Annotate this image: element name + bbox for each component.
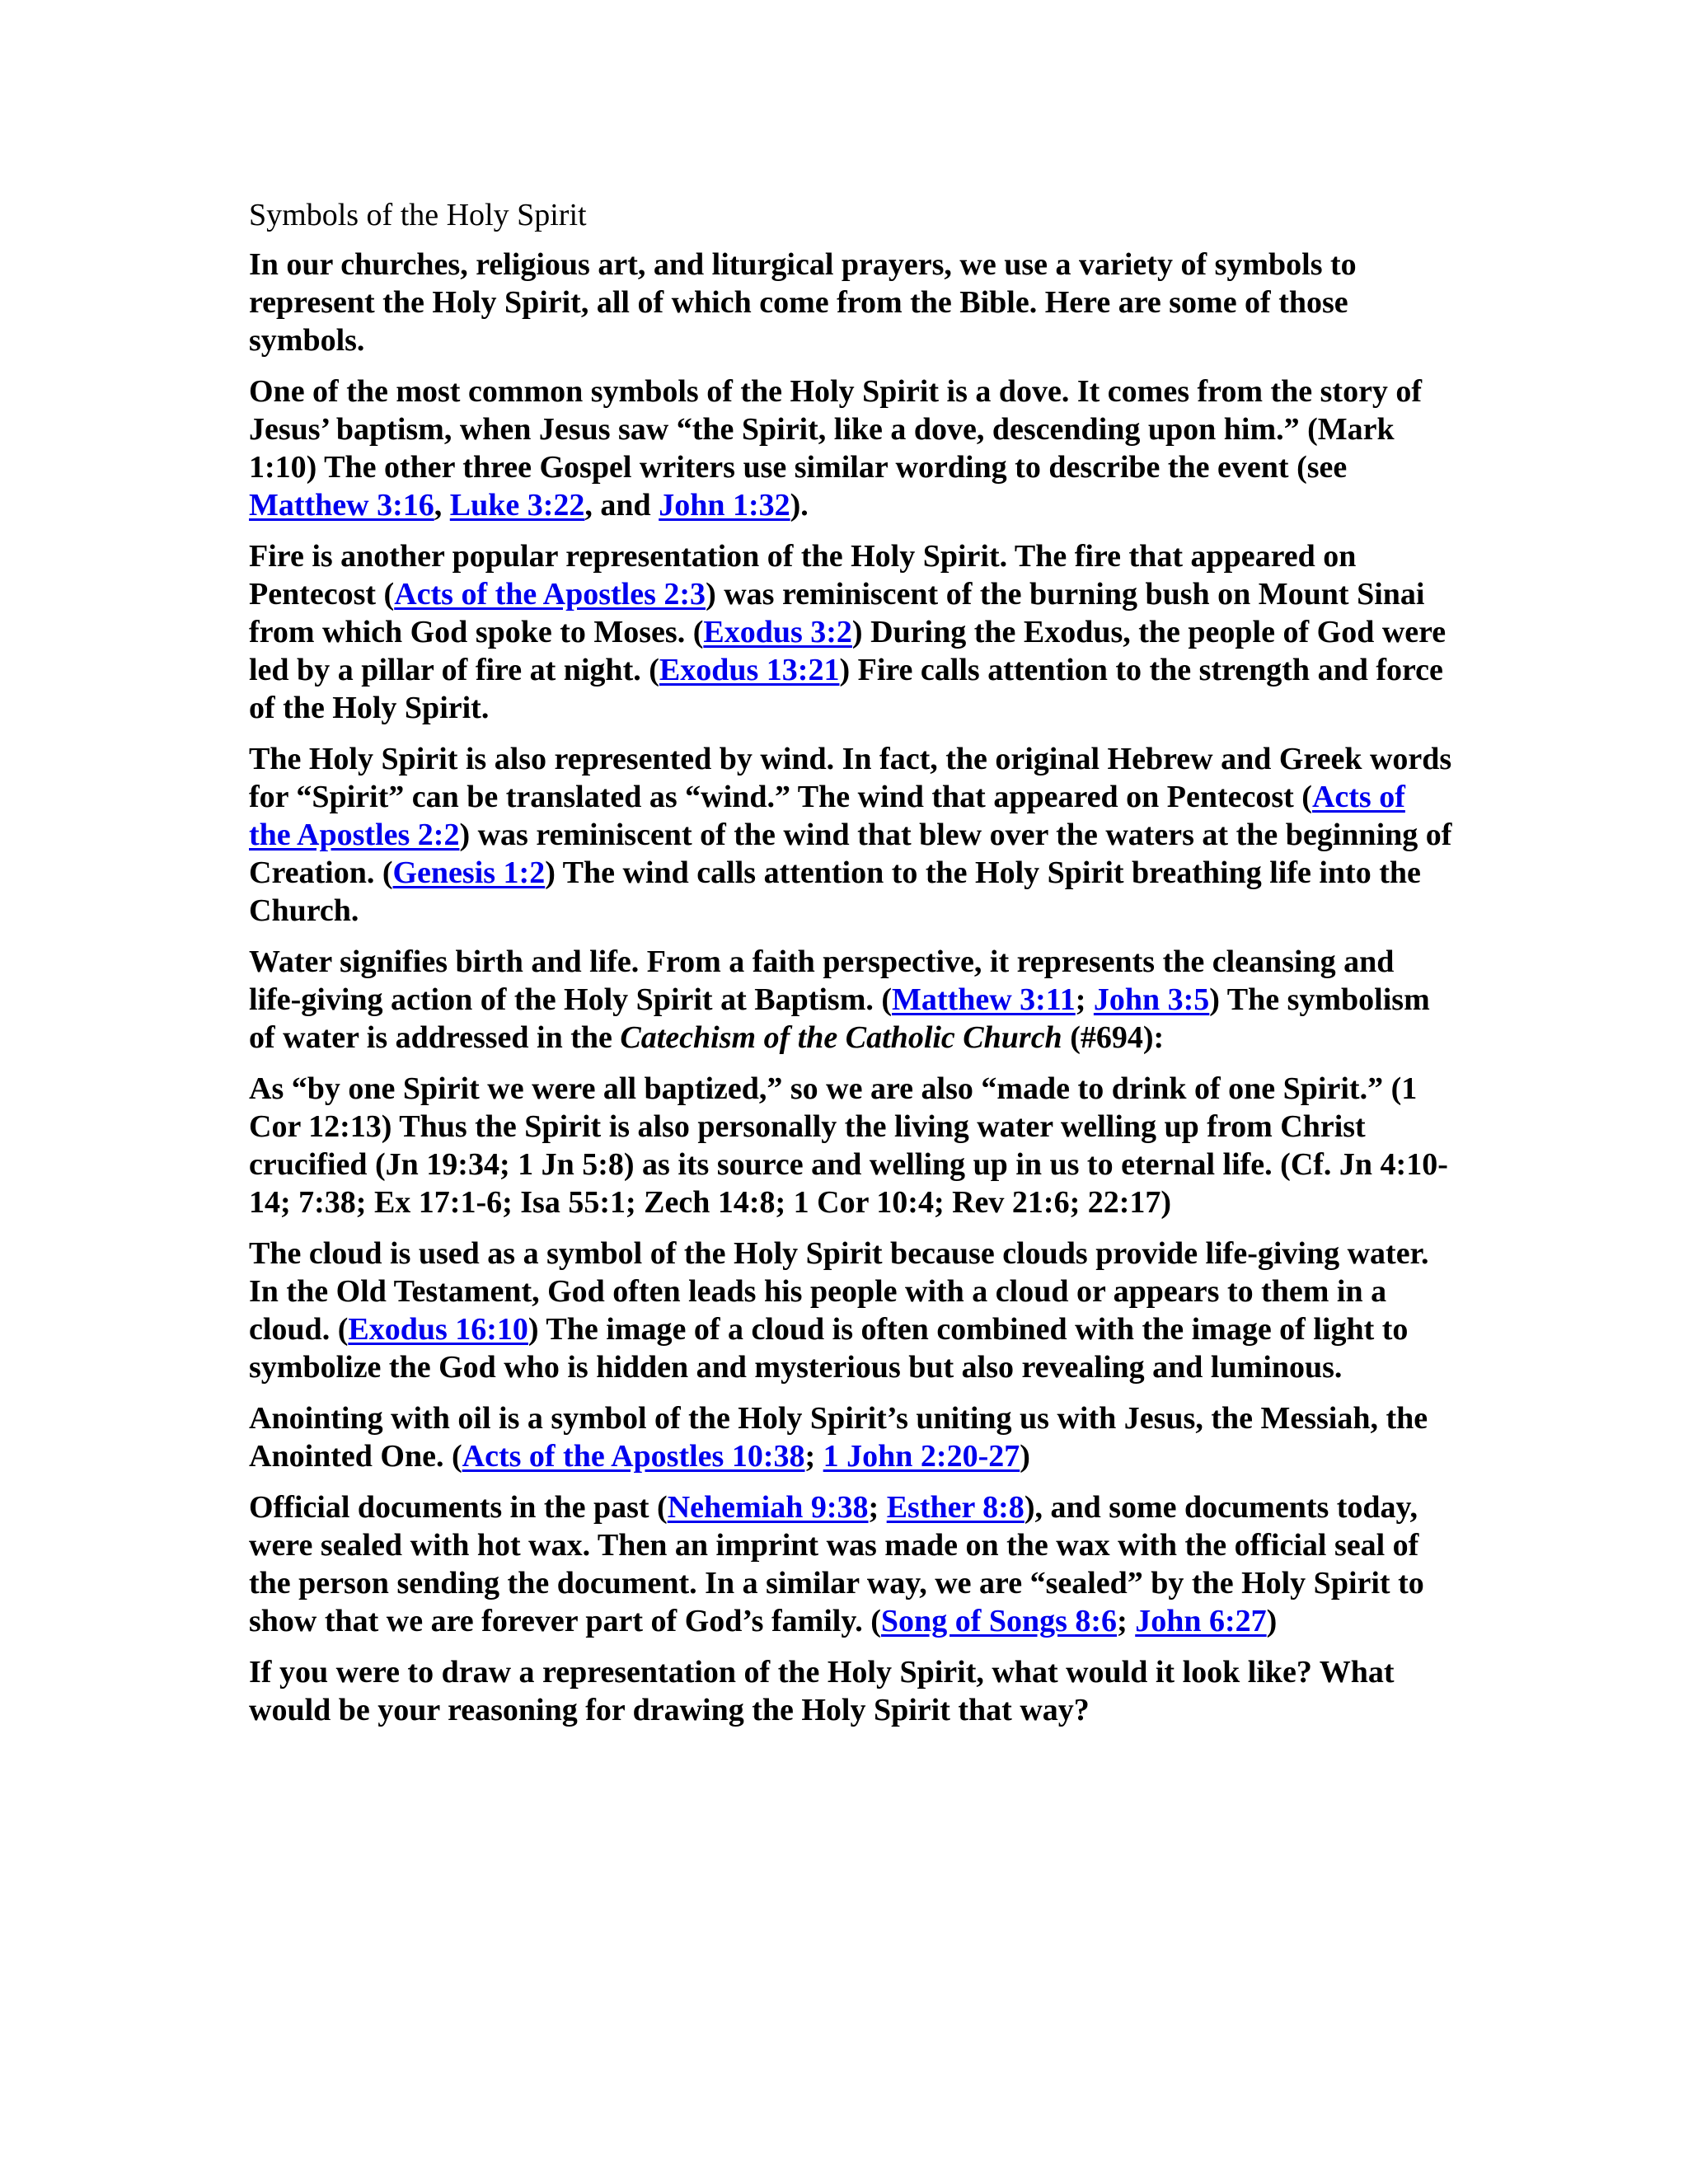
paragraph-text: , [434, 488, 450, 523]
paragraph-text: (#694): [1062, 1020, 1165, 1055]
scripture-link[interactable]: Luke 3:22 [449, 488, 585, 523]
paragraph-seal [249, 1488, 1452, 1640]
scripture-link[interactable]: Nehemiah 9:38 [667, 1490, 869, 1525]
scripture-link[interactable]: Acts of the Apostles 2:3 [394, 577, 706, 612]
scripture-link[interactable]: John 6:27 [1135, 1604, 1267, 1638]
paragraph-text: As “by one Spirit we were all baptized,” so we are also “made to drink of one Spirit.” (1 Cor 12:13) Thus the Spirit is also personally the living water welling up from Christ crucified (Jn 19:34; 1 Jn 5:8) as its source and welling up in us to eternal life. (Cf. Jn 4:10-14; 7:38; Ex 17:1-6; Isa 55:1; Zech 14:8; 1 Cor 10:4; Rev 21:6; 22:17) [249, 1071, 1448, 1220]
scripture-link[interactable]: 1 John 2:20-27 [823, 1439, 1020, 1474]
paragraph-text: Official documents in the past ( [249, 1490, 668, 1525]
paragraph-text: ; [868, 1490, 887, 1525]
paragraph-text: , and [584, 488, 659, 523]
paragraph-text: ; [1075, 982, 1094, 1017]
scripture-link[interactable]: Matthew 3:11 [892, 982, 1076, 1017]
paragraph-text: If you were to draw a representation of the Holy Spirit, what would it look like? What would be your reasoning for drawing the Holy Spirit that way? [249, 1655, 1395, 1727]
scripture-link[interactable]: Acts of the Apostles 2:2 [249, 780, 1405, 852]
scripture-link[interactable]: Acts of the Apostles 10:38 [462, 1439, 805, 1474]
paragraph-text: Anointing with oil is a symbol of the Holy Spirit’s uniting us with Jesus, the Messiah, the Anointed One. ( [249, 1401, 1428, 1474]
scripture-link[interactable]: Exodus 3:2 [703, 615, 852, 649]
paragraph-water [249, 943, 1452, 1057]
scripture-link[interactable]: John 3:5 [1093, 982, 1210, 1017]
scripture-link[interactable]: Esther 8:8 [886, 1490, 1025, 1525]
paragraph-oil [249, 1399, 1452, 1475]
paragraph-text: ) [1020, 1439, 1030, 1474]
paragraph-text: ) was reminiscent of the burning bush on Mount Sinai from which God spoke to Moses. ( [249, 577, 1425, 649]
paragraph-text: ) [1266, 1604, 1278, 1638]
paragraph-fire [249, 537, 1452, 727]
paragraph-text: ) The image of a cloud is often combined with the image of light to symbolize the God who is hidden and mysterious but also revealing and luminous. [249, 1312, 1409, 1385]
paragraph-text: ) The wind calls attention to the Holy Spirit breathing life into the Church. [249, 855, 1421, 928]
paragraph-text: ) The symbolism of water is addressed in the [249, 982, 1430, 1055]
paragraph-wind [249, 740, 1452, 930]
document-body [249, 196, 1452, 1742]
scripture-link[interactable]: Exodus 13:21 [659, 653, 840, 687]
paragraph-text: One of the most common symbols of the Holy Spirit is a dove. It comes from the story of Jesus’ baptism, when Jesus saw “the Spirit, like a dove, descending upon him.” (Mark 1:10) The other three Gospel writers use similar wording to describe the event (see [249, 374, 1423, 485]
paragraph-text: ; [804, 1439, 823, 1474]
paragraph-text: Fire is another popular representation of the Holy Spirit. The fire that appeared on Pentecost ( [249, 539, 1357, 612]
scripture-link[interactable]: Matthew 3:16 [249, 488, 434, 523]
paragraph-text: ). [790, 488, 809, 523]
paragraph-question [249, 1653, 1452, 1729]
document-title: Symbols of the Holy Spirit [249, 198, 587, 232]
paragraph-catechism-quote [249, 1070, 1452, 1221]
paragraph-text: The Holy Spirit is also represented by wind. In fact, the original Hebrew and Greek words for “Spirit” can be translated as “wind.” The wind that appeared on Pentecost ( [249, 742, 1452, 814]
paragraph-text: ) was reminiscent of the wind that blew over the waters at the beginning of Creation. ( [249, 818, 1452, 890]
paragraph-dove [249, 373, 1452, 524]
scripture-link[interactable]: John 1:32 [659, 488, 790, 523]
italic-title: Catechism of the Catholic Church [620, 1020, 1062, 1055]
paragraph-text: ) Fire calls attention to the strength and force of the Holy Spirit. [249, 653, 1443, 725]
paragraph-text: ), and some documents today, were sealed with hot wax. Then an imprint was made on the wax with the official seal of the person sending the document. In a similar way, we are “sealed” by the Holy Spirit to show that we are forever part of God’s family. ( [249, 1490, 1424, 1638]
paragraph-cloud [249, 1235, 1452, 1386]
scripture-link[interactable]: Song of Songs 8:6 [880, 1604, 1118, 1638]
paragraph-text: The cloud is used as a symbol of the Holy Spirit because clouds provide life-giving water. In the Old Testament, God often leads his people with a cloud or appears to them in a cloud. ( [249, 1236, 1429, 1347]
paragraph-text: Water signifies birth and life. From a faith perspective, it represents the cleansing and life-giving action of the Holy Spirit at Baptism. ( [249, 944, 1395, 1017]
scripture-link[interactable]: Exodus 16:10 [348, 1312, 528, 1347]
scripture-link[interactable]: Genesis 1:2 [392, 855, 546, 890]
paragraph-text: In our churches, religious art, and liturgical prayers, we use a variety of symbols to represent the Holy Spirit, all of which come from the Bible. Here are some of those symbols. [249, 247, 1357, 358]
paragraph-text: ; [1117, 1604, 1136, 1638]
paragraph-intro [249, 246, 1452, 359]
paragraph-text: ) During the Exodus, the people of God were led by a pillar of fire at night. ( [249, 615, 1447, 687]
